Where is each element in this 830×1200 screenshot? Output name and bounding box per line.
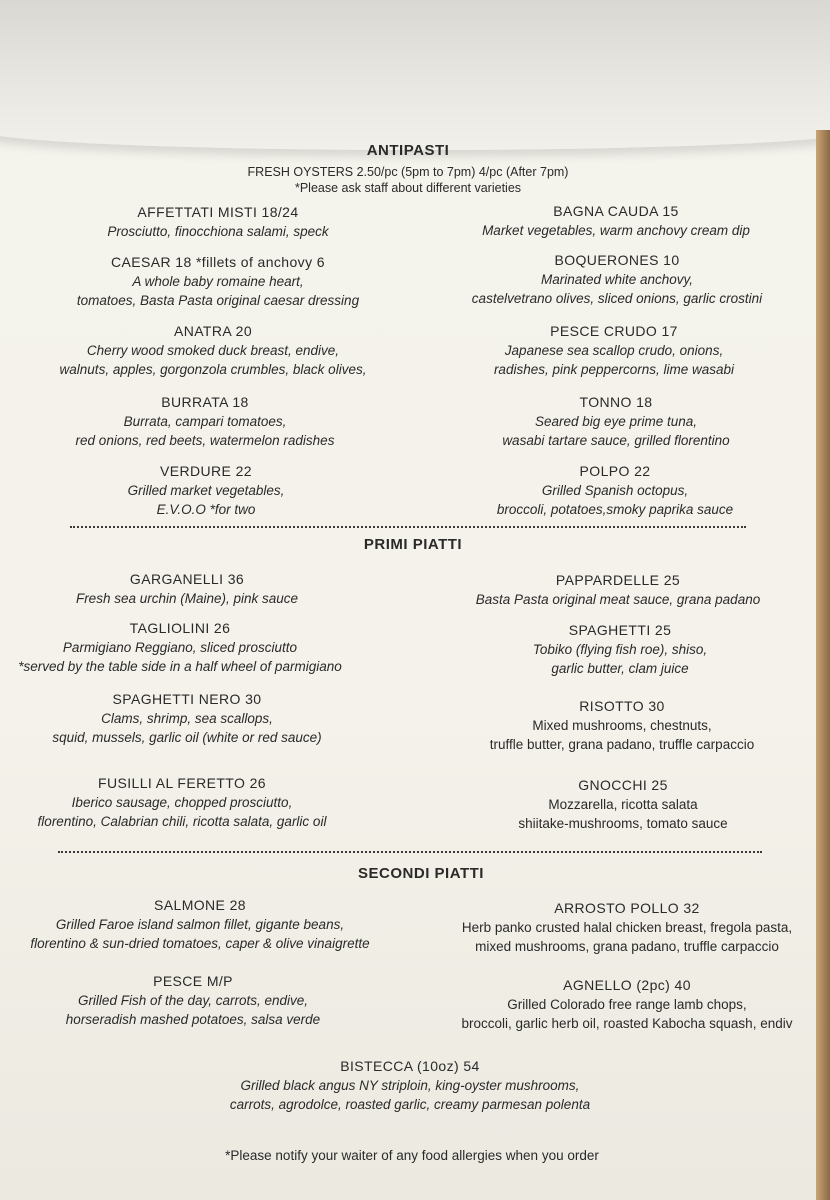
item-desc: Tobiko (flying fish roe), shiso, (532, 642, 708, 657)
menu-item (533, 621, 707, 678)
menu-item (77, 253, 359, 310)
item-name: BISTECCA (10oz) 54 (340, 1058, 480, 1074)
menu-item (76, 570, 298, 608)
item-name: SPAGHETTI 25 (568, 622, 672, 638)
item-name: SALMONE 28 (154, 897, 246, 913)
item-desc: Mixed mushrooms, chestnuts, (532, 718, 712, 733)
item-desc: shiitake-mushrooms, tomato sauce (518, 816, 728, 831)
menu-item (490, 697, 754, 754)
item-desc: Prosciutto, finocchiona salami, speck (107, 224, 329, 239)
item-name: GNOCCHI 25 (578, 777, 668, 793)
item-desc: Iberico sausage, chopped prosciutto, (71, 795, 293, 810)
item-name: PESCE M/P (153, 973, 233, 989)
item-desc: Clams, shrimp, sea scallops, (101, 711, 273, 726)
menu-item (18, 619, 341, 676)
menu-item (472, 251, 762, 308)
section-divider (70, 526, 746, 528)
item-desc: A whole baby romaine heart, (132, 274, 304, 289)
item-desc: squid, mussels, garlic oil (white or red sauce) (52, 730, 322, 745)
item-desc: Grilled Spanish octopus, (541, 483, 689, 498)
item-name: BOQUERONES 10 (554, 252, 680, 268)
item-desc: Fresh sea urchin (Maine), pink sauce (75, 591, 299, 606)
item-desc: tomatoes, Basta Pasta original caesar dressing (76, 293, 360, 308)
item-desc: Grilled black angus NY striploin, king-oyster mushrooms, (240, 1078, 580, 1093)
item-name: PAPPARDELLE 25 (555, 572, 681, 588)
item-desc: wasabi tartare sauce, grilled florentino (502, 433, 730, 448)
item-desc: E.V.O.O *for two (156, 502, 256, 517)
allergy-note: *Please notify your waiter of any food allergies when you order (225, 1148, 599, 1163)
section-divider (58, 851, 762, 853)
item-desc: horseradish mashed potatoes, salsa verde (65, 1012, 321, 1027)
item-name: AGNELLO (2pc) 40 (563, 977, 691, 993)
menu-item (482, 202, 750, 240)
menu-item (66, 972, 320, 1029)
item-desc: florentino, Calabrian chili, ricotta salata, garlic oil (37, 814, 327, 829)
item-desc: walnuts, apples, gorgonzola crumbles, black olives, (59, 362, 367, 377)
wood-edge (816, 130, 830, 1200)
menu-item (230, 1057, 590, 1114)
item-desc: Basta Pasta original meat sauce, grana padano (475, 592, 761, 607)
item-desc: *served by the table side in a half wheel of parmigiano (18, 659, 342, 674)
oysters-note: FRESH OYSTERS 2.50/pc (5pm to 7pm) 4/pc (After 7pm) (247, 165, 569, 179)
menu-item (476, 571, 760, 609)
item-name: GARGANELLI 36 (129, 571, 245, 587)
menu-item (60, 322, 367, 379)
item-desc: Grilled Faroe island salmon fillet, gigante beans, (55, 917, 345, 932)
item-name: PESCE CRUDO 17 (550, 323, 678, 339)
item-desc: florentino & sun-dried tomatoes, caper & olive vinaigrette (30, 936, 370, 951)
item-desc: Grilled market vegetables, (127, 483, 285, 498)
item-name: BAGNA CAUDA 15 (553, 203, 679, 219)
item-desc: Mozzarella, ricotta salata (548, 797, 698, 812)
menu-item (128, 462, 285, 519)
item-desc: Marinated white anchovy, (540, 272, 694, 287)
item-name: VERDURE 22 (160, 463, 252, 479)
menu-item (38, 774, 327, 831)
menu-item (502, 393, 729, 450)
item-desc: Parmigiano Reggiano, sliced prosciutto (62, 640, 298, 655)
item-desc: castelvetrano olives, sliced onions, garlic crostini (471, 291, 763, 306)
item-name: ARROSTO POLLO 32 (554, 900, 700, 916)
item-desc: Burrata, campari tomatoes, (123, 414, 287, 429)
item-desc: truffle butter, grana padano, truffle carpaccio (489, 737, 755, 752)
menu-item (462, 899, 792, 956)
item-desc: broccoli, garlic herb oil, roasted Kabocha squash, endiv (461, 1016, 793, 1031)
item-name: SPAGHETTI NERO 30 (112, 691, 262, 707)
primi-title: PRIMI PIATTI (363, 536, 463, 553)
item-desc: Herb panko crusted halal chicken breast, fregola pasta, (461, 920, 793, 935)
menu-item (76, 393, 335, 450)
menu-item (107, 203, 328, 241)
item-desc: carrots, agrodolce, roasted garlic, creamy parmesan polenta (229, 1097, 591, 1112)
menu-item (518, 776, 727, 833)
antipasti-title: ANTIPASTI (366, 142, 450, 159)
item-name: TAGLIOLINI 26 (129, 620, 231, 636)
page-curl (0, 0, 830, 150)
varieties-note: *Please ask staff about different varieties (294, 181, 522, 195)
item-name: ANATRA 20 (173, 323, 253, 339)
item-name: FUSILLI AL FERETTO 26 (98, 775, 266, 791)
item-desc: Japanese sea scallop crudo, onions, (504, 343, 724, 358)
item-name: CAESAR 18 *fillets of anchovy 6 (111, 254, 325, 270)
item-desc: Grilled Colorado free range lamb chops, (507, 997, 747, 1012)
item-desc: Cherry wood smoked duck breast, endive, (86, 343, 340, 358)
menu-item (52, 690, 321, 747)
menu-item (30, 896, 369, 953)
item-name: POLPO 22 (579, 463, 651, 479)
item-name: TONNO 18 (579, 394, 653, 410)
item-desc: broccoli, potatoes,smoky paprika sauce (496, 502, 734, 517)
item-desc: garlic butter, clam juice (551, 661, 689, 676)
item-desc: mixed mushrooms, grana padano, truffle carpaccio (475, 939, 779, 954)
menu-item (494, 322, 734, 379)
item-desc: radishes, pink peppercorns, lime wasabi (493, 362, 735, 377)
item-desc: Seared big eye prime tuna, (534, 414, 698, 429)
menu-item (497, 462, 733, 519)
item-name: RISOTTO 30 (579, 698, 665, 714)
item-name: AFFETTATI MISTI 18/24 (137, 204, 299, 220)
menu-item (462, 976, 793, 1033)
secondi-title: SECONDI PIATTI (358, 865, 484, 882)
item-desc: red onions, red beets, watermelon radishes (75, 433, 335, 448)
item-desc: Market vegetables, warm anchovy cream dip (482, 223, 750, 238)
item-desc: Grilled Fish of the day, carrots, endive, (77, 993, 309, 1008)
item-name: BURRATA 18 (161, 394, 249, 410)
